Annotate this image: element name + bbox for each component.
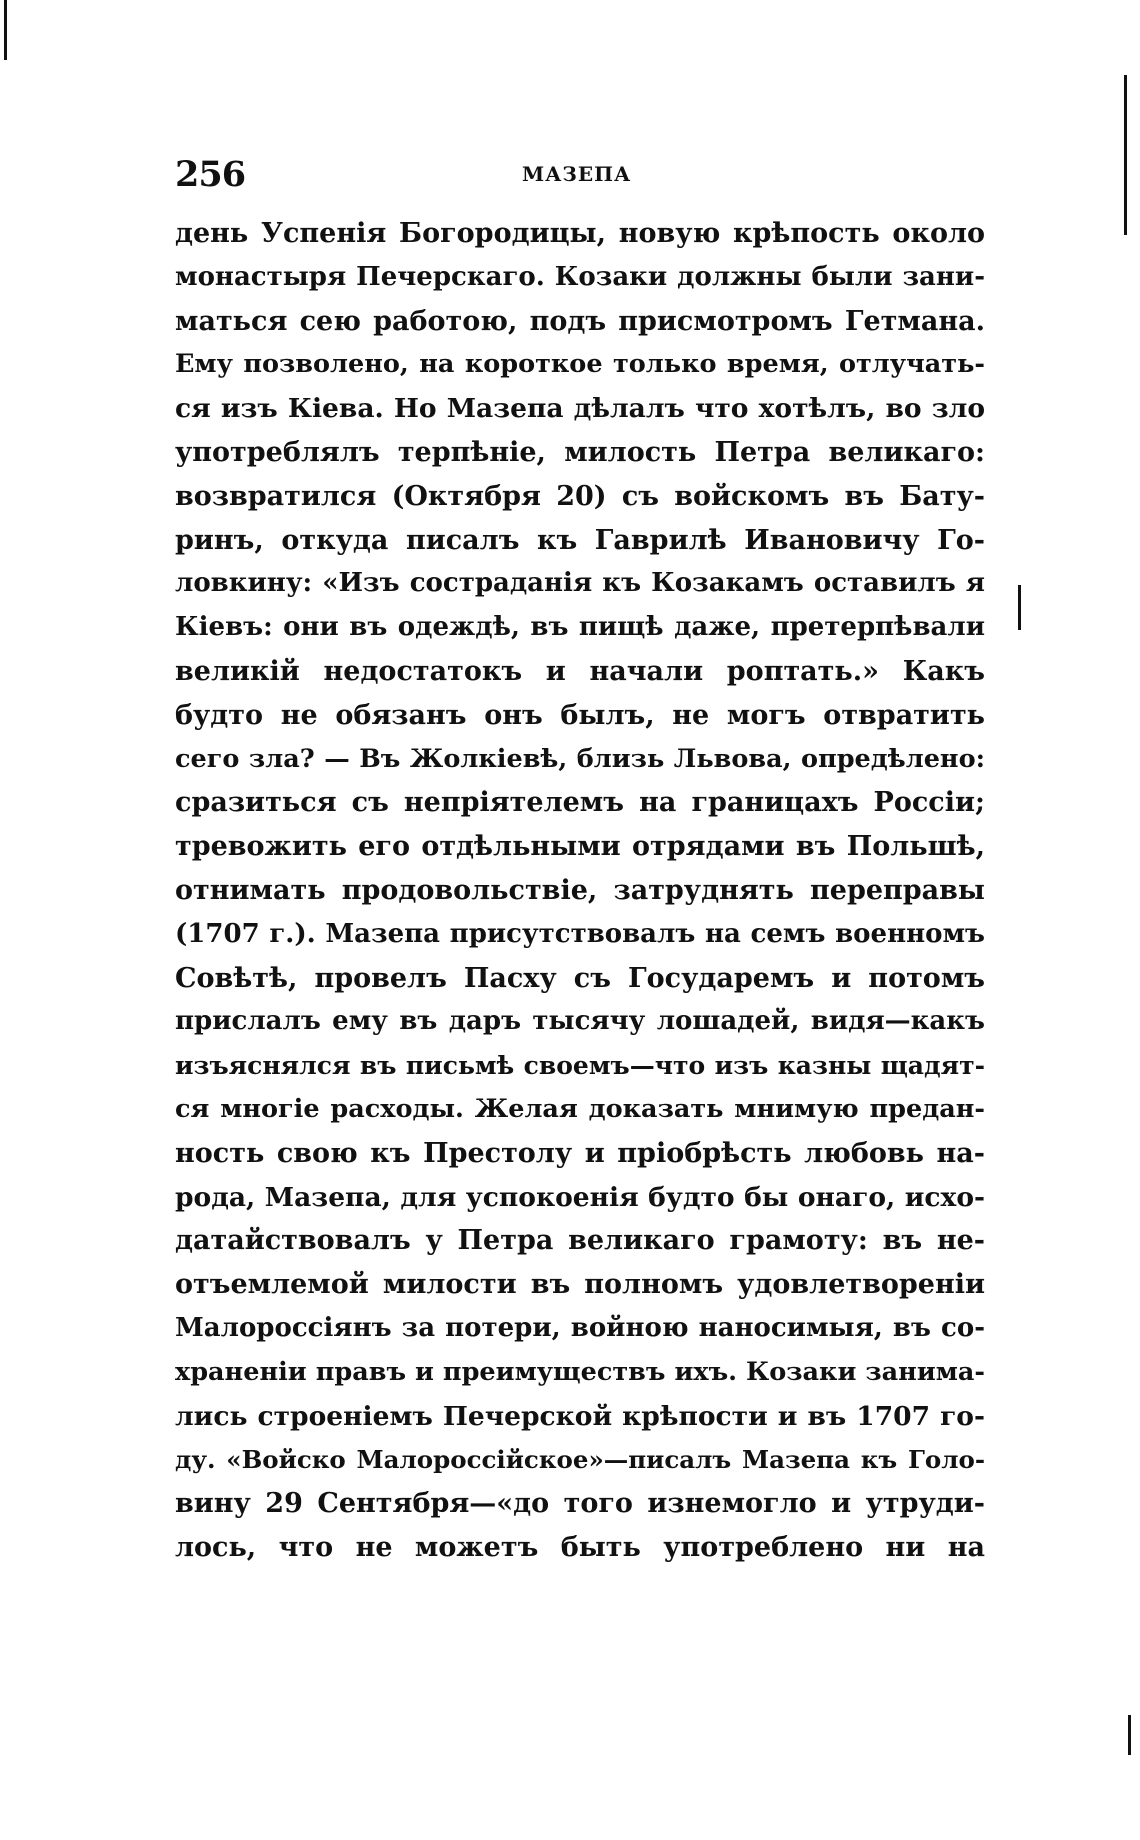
text-line: ся многіе расходы. Желая доказать мнимую предан- [175,1093,985,1124]
text-line: (1707 г.). Мазепа присутствовалъ на семъ военномъ [175,918,985,949]
text-line: лось, что не можетъ быть употреблено ни на [175,1531,985,1563]
text-line: будто не обязанъ онъ былъ, не могъ отвратить [175,699,985,731]
text-line: Совѣтѣ, провелъ Пасху съ Государемъ и потомъ [175,962,985,994]
running-head: МАЗЕПА [522,162,632,186]
left-edge-mark [4,0,7,60]
text-line: рода, Мазепа, для успокоенія будто бы онаго, исхо- [175,1181,985,1213]
text-line: Кіевъ: они въ одеждѣ, въ пищѣ даже, претерпѣвали [175,612,985,643]
text-line: тревожить его отдѣльными отрядами въ Польшѣ, [175,831,985,863]
text-line: Ему позволено, на короткое только время, отлучать- [175,349,985,380]
text-line: отъемлемой милости въ полномъ удовлетвореніи [175,1269,985,1301]
body-text [175,212,985,1570]
text-line: ду. «Войско Малороссійское»—писалъ Мазепа къ Голо- [175,1445,985,1475]
text-line: монастыря Печерскаго. Козаки должны были зани- [175,261,985,292]
text-line: лись строеніемъ Печерской крѣпости и въ 1707 го- [175,1400,985,1432]
text-line: возвратился (Октября 20) съ войскомъ въ Бату- [175,480,985,512]
text-line: ность свою къ Престолу и пріобрѣсть любовь на- [175,1137,985,1169]
right-bracket-mark [1018,585,1021,630]
page-number: 256 [175,154,246,195]
text-line: употреблялъ терпѣніе, милость Петра великаго: [175,436,985,468]
text-line: вину 29 Сентября—«до того изнемогло и утруди- [175,1488,985,1520]
text-line: маться сею работою, подъ присмотромъ Гетмана. [175,305,985,337]
text-line: ся изъ Кіева. Но Мазепа дѣлалъ что хотѣлъ, во зло [175,393,985,425]
text-line: датайствовалъ у Петра великаго грамоту: въ не- [175,1225,985,1257]
text-line: Малороссіянъ за потери, войною наносимыя, въ со- [175,1312,985,1343]
text-line: сего зла? — Въ Жолкіевѣ, близь Львова, опредѣлено: [175,743,985,774]
text-line: прислалъ ему въ даръ тысячу лошадей, видя—какъ [175,1006,985,1037]
text-line: сразиться съ непріятелемъ на границахъ Россіи; [175,787,985,819]
text-line: храненіи правъ и преимуществъ ихъ. Козаки занима- [175,1356,985,1387]
text-line: ринъ, откуда писалъ къ Гаврилѣ Ивановичу Го- [175,524,985,556]
text-line: ловкину: «Изъ состраданія къ Козакамъ оставилъ я [175,568,985,599]
text-line: день Успенія Богородицы, новую крѣпость около [175,218,985,249]
text-line: изъяснялся въ письмѣ своемъ—что изъ казны щадят- [175,1051,985,1081]
right-edge-mark [1124,75,1127,235]
text-line: отнимать продовольствіе, затруднять переправы [175,874,985,906]
page-header [175,154,975,194]
text-line: великій недостатокъ и начали роптать.» Какъ [175,655,985,687]
right-bottom-mark [1128,1715,1131,1755]
